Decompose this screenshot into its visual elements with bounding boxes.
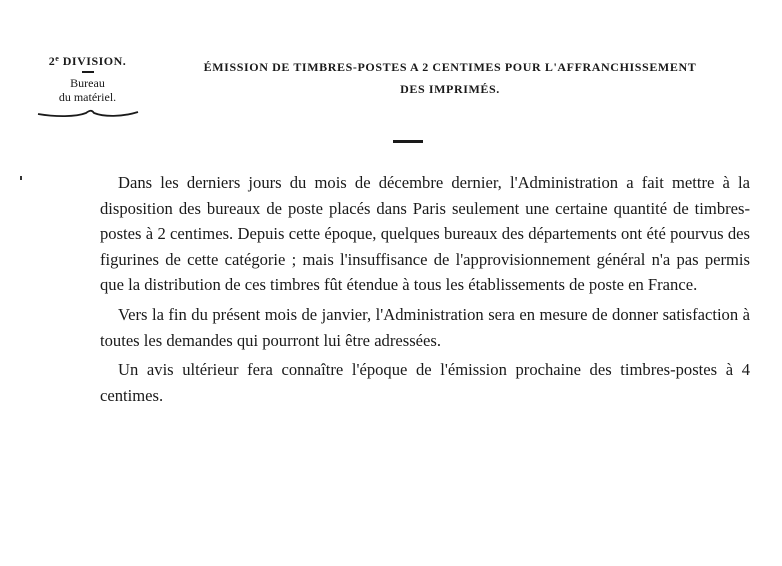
paragraph-3: Un avis ultérieur fera connaître l'époque de l'émission prochaine des timbres-postes à 4 centimes. (100, 360, 750, 405)
margin-note (30, 52, 145, 118)
division-suffix: e (55, 54, 60, 63)
title-line-1: ÉMISSION DE TIMBRES-POSTES A 2 CENTIMES POUR L'AFFRANCHISSEMENT (203, 60, 697, 74)
title-line-2: DES IMPRIMÉS. (400, 82, 500, 96)
division-number: 2 (48, 54, 56, 68)
paragraph-1: Dans les derniers jours du mois de décembre dernier, l'Administration a fait mettre à la disposition des bureaux de poste placés dans Paris seulement une certaine quantité de timbres-postes à 2 centimes. Depuis cette époque, quelques bureaux des départements ont été pourvus des figurines de cette catégorie ; mais l'insuffisance de l'approvisionnement général n'a pas permis que la distribution de ces timbres fût étendue à tous les établissements de poste en France. (100, 173, 750, 295)
document-title (150, 56, 750, 100)
body-text (100, 170, 750, 412)
title-rule (393, 140, 423, 143)
ink-speck (20, 176, 22, 180)
division-heading (30, 52, 145, 68)
short-rule (82, 71, 94, 73)
bureau-line-1: Bureau (70, 76, 105, 90)
division-label: DIVISION. (62, 54, 127, 68)
bureau-line-2: du matériel. (58, 90, 117, 104)
paragraph-2: Vers la fin du présent mois de janvier, l'Administration sera en mesure de donner satisfaction à toutes les demandes qui pourront lui être adressées. (100, 304, 750, 350)
swash-ornament (36, 108, 140, 118)
